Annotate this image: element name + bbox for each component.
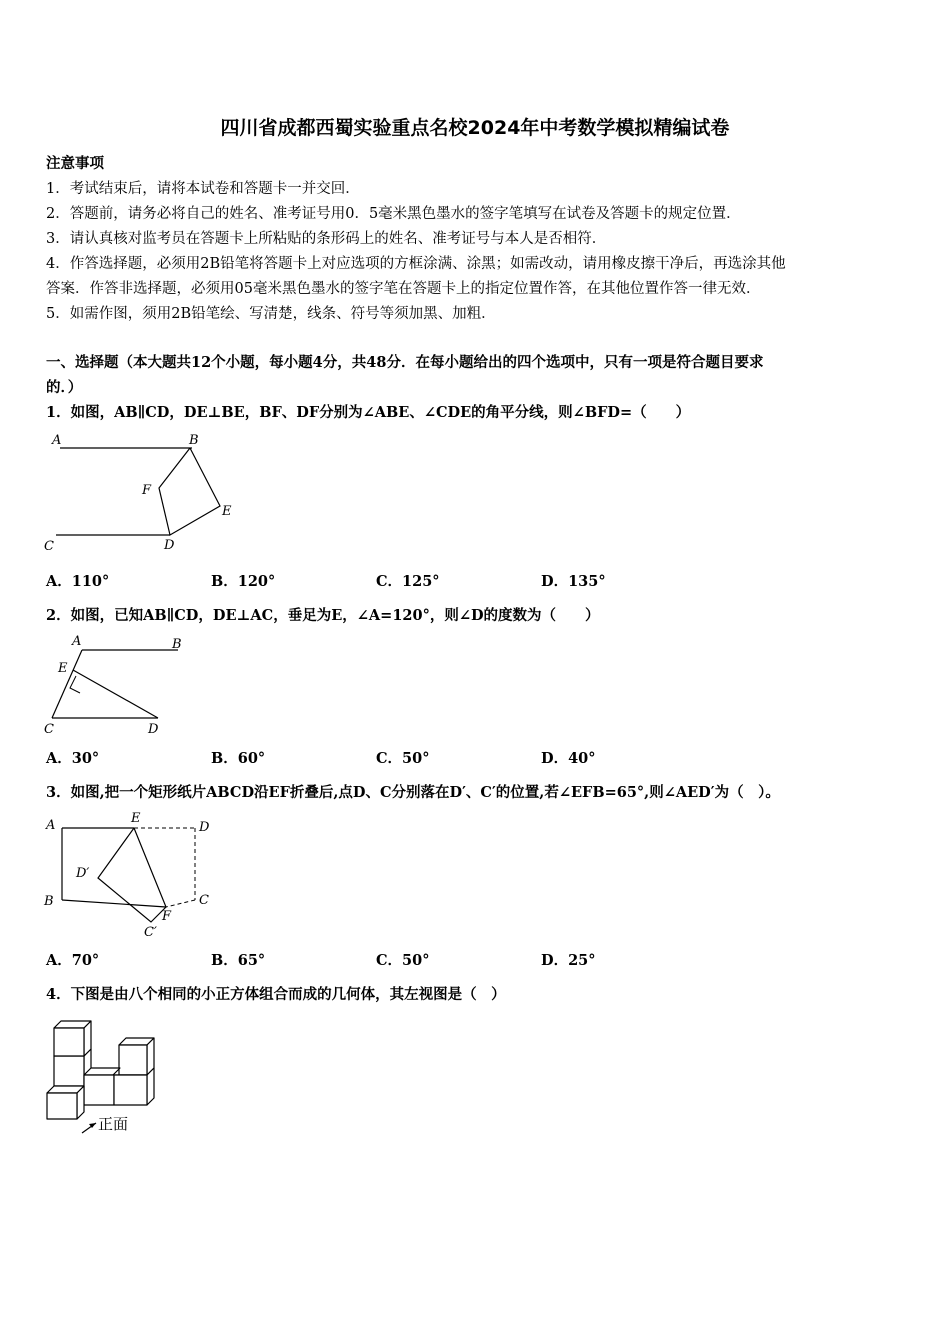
question-1-stem: 1．如图，AB∥CD，DE⊥BE，BF、DF分别为∠ABE、∠CDE的角平分线，则∠BFD=（ ） [46, 404, 691, 421]
notice-item-2: 2．答题前，请务必将自己的姓名、准考证号用0．5毫米黑色墨水的签字笔填写在试卷及答题卡的规定位置． [46, 206, 741, 222]
question-4-figure [40, 1016, 170, 1141]
label-D: D [164, 538, 175, 553]
page-title: 四川省成都西蜀实验重点名校2024年中考数学模拟精编试卷 [220, 117, 730, 139]
notice-item-3: 3．请认真核对监考员在答题卡上所粘贴的条形码上的姓名、准考证号与本人是否相符． [46, 231, 607, 247]
label-F: F [162, 909, 172, 924]
notice-heading: 注意事项 [46, 155, 104, 172]
question-3-option-c[interactable]: C．50° [376, 952, 430, 969]
question-2-stem: 2．如图，已知AB∥CD，DE⊥AC，垂足为E，∠A=120°，则∠D的度数为（ ） [46, 607, 600, 624]
notice-item-4-cont: 答案．作答非选择题，必须用05毫米黑色墨水的签字笔在答题卡上的指定位置作答，在其他位置作答一律无效． [46, 281, 761, 297]
label-B: B [44, 894, 54, 909]
notice-item-5: 5．如需作图，须用2B铅笔绘、写清楚，线条、符号等须加黑、加粗． [46, 306, 496, 322]
label-B: B [189, 433, 199, 448]
question-2-figure [40, 630, 200, 740]
question-2-option-b[interactable]: B．60° [211, 750, 266, 767]
notice-item-1: 1．考试结束后，请将本试卷和答题卡一并交回． [46, 181, 360, 197]
label-C: C [44, 539, 54, 554]
label-C-prime: C′ [144, 925, 157, 940]
label-front: 正面 [98, 1115, 129, 1133]
label-F: F [142, 483, 152, 498]
label-D: D [148, 722, 159, 737]
notice-item-4: 4．作答选择题，必须用2B铅笔将答题卡上对应选项的方框涂满、涂黑；如需改动，请用橡皮擦干净后，再选涂其他 [46, 256, 786, 272]
label-C: C [199, 893, 209, 908]
question-3-option-b[interactable]: B．65° [211, 952, 266, 969]
label-A: A [46, 818, 56, 833]
label-A: A [72, 634, 82, 649]
question-1-option-c[interactable]: C．125° [376, 573, 440, 590]
label-E: E [58, 661, 68, 676]
question-2-option-c[interactable]: C．50° [376, 750, 430, 767]
question-3-option-d[interactable]: D．25° [541, 952, 596, 969]
label-D-prime: D′ [76, 866, 90, 881]
label-C: C [44, 722, 54, 737]
question-1-figure [40, 428, 240, 558]
label-A: A [52, 433, 62, 448]
question-2-option-d[interactable]: D．40° [541, 750, 596, 767]
label-D: D [199, 820, 210, 835]
section-heading: 一、选择题（本大题共12个小题，每小题4分，共48分．在每小题给出的四个选项中，只有一项是符合题目要求 [46, 354, 764, 371]
section-heading-cont: 的．） [46, 379, 83, 396]
question-3-figure [40, 808, 225, 943]
question-1-option-b[interactable]: B．120° [211, 573, 276, 590]
question-1-option-d[interactable]: D．135° [541, 573, 606, 590]
question-3-option-a[interactable]: A．70° [46, 952, 100, 969]
label-B: B [172, 637, 182, 652]
question-1-option-a[interactable]: A．110° [46, 573, 110, 590]
label-E: E [131, 811, 141, 826]
question-4-stem: 4．下图是由八个相同的小正方体组合而成的几何体，其左视图是（ ） [46, 986, 506, 1003]
question-3-stem: 3．如图,把一个矩形纸片ABCD沿EF折叠后,点D、C分别落在D′、C′的位置,若∠EFB=65°,则∠AED′为（ ）。 [46, 784, 780, 801]
label-E: E [222, 504, 232, 519]
question-2-option-a[interactable]: A．30° [46, 750, 100, 767]
